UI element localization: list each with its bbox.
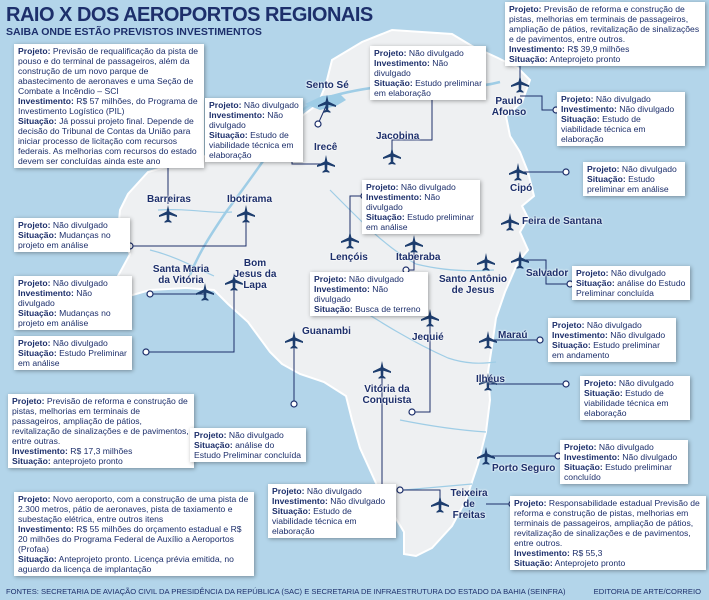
- city-label-lencois: Lençóis: [330, 252, 368, 263]
- info-box-santo-antonio: Projeto: Não divulgado Investimento: Não divulgado Situação: Busca de terreno: [310, 272, 428, 316]
- projeto-value: Não divulgado: [52, 338, 108, 348]
- city-label-itaberaba: Itaberaba: [396, 252, 441, 263]
- info-box-santa-maria: Projeto: Não divulgado Investimento: Não divulgado Situação: Mudanças no projeto em análise: [14, 276, 132, 330]
- situacao-value: Estudo de viabilidade técnica em elaboração: [272, 506, 357, 536]
- investimento-value: Não divulgado: [330, 496, 386, 506]
- info-box-paulo-afonso-2: Projeto: Não divulgado Investimento: Não divulgado Situação: Estudo de viabilidade técnica em elaboração: [557, 92, 685, 146]
- situacao-value: anteprojeto pronto: [53, 456, 123, 466]
- projeto-value: Não divulgado: [408, 48, 464, 58]
- projeto-value: Não divulgado: [610, 268, 666, 278]
- info-box-bom-jesus: Projeto: Não divulgado Situação: Estudo Preliminar em análise: [14, 336, 132, 370]
- city-label-cipo: Cipó: [510, 183, 533, 194]
- city-label-jequie: Jequié: [412, 332, 444, 343]
- city-label-barreiras: Barreiras: [147, 194, 191, 205]
- situacao-value: Estudo preliminar concluído: [564, 462, 672, 482]
- projeto-value: Novo aeroporto, com a construção de uma pista de 2.300 metros, pátio de aeronaves, pista de taxiamento e subestação elétrica, entre outros itens: [18, 494, 249, 524]
- projeto-value: Não divulgado: [243, 100, 299, 110]
- situacao-value: Estudo de viabilidade técnica em elaboração: [209, 130, 294, 160]
- situacao-value: Estudo Preliminar em análise: [18, 348, 127, 368]
- city-label-vitoria-conquista: Vitória da Conquista: [362, 384, 412, 406]
- situacao-value: Estudo preliminar em análise: [366, 212, 474, 232]
- projeto-value: Não divulgado: [348, 274, 404, 284]
- situacao-value: Anteprojeto pronto. Licença prévia emitida, no aguardo da licença de implantação: [18, 554, 234, 574]
- investimento-value: R$ 55,3: [572, 548, 603, 558]
- projeto-value: Previsão de reforma e construção de pistas, melhorias em terminais de passageiros, ampliação de pátios, revitalização de sinalizações e de pavimentos, entre outras.: [12, 396, 189, 446]
- projeto-value: Não divulgado: [400, 182, 456, 192]
- city-label-santa-maria: Santa Maria da Vitória: [152, 264, 210, 286]
- info-box-vitoria-conquista: Projeto: Novo aeroporto, com a construção de uma pista de 2.300 metros, pátio de aeronaves, pista de taxiamento e subestação elétrica, entre outros itens Investimento: R$ 55 milhões do orçamento estadual e R$ 20 milhões do Programa Federal de Auxílio a Aeroportos (Profaa) Situação: Anteprojeto pronto. Licença prévia emitida, no aguardo da licença de implantação: [14, 492, 254, 576]
- city-label-ilheus: Ilhéus: [476, 374, 505, 385]
- city-label-feira: Feira de Santana: [522, 216, 603, 227]
- situacao-value: Estudo de viabilidade técnica em elaboração: [584, 388, 669, 418]
- situacao-value: Estudo preliminar em andamento: [552, 340, 660, 360]
- situacao-value: Já possui projeto final. Depende de decisão do Tribunal de Contas da União para iniciar processo de licitação com recursos federais. As melhorias com recursos do estado devem ser concluídas ainda este ano: [18, 116, 197, 166]
- city-label-paulo-afonso: Paulo Afonso: [491, 96, 527, 118]
- investimento-value: R$ 57 milhões, do Programa de Investimento Logístico (PIL): [18, 96, 198, 116]
- info-box-porto-seguro: Projeto: Não divulgado Investimento: Não divulgado Situação: Estudo preliminar concluído: [560, 440, 688, 484]
- investimento-value: R$ 39,9 milhões: [567, 44, 630, 54]
- projeto-value: Não divulgado: [598, 442, 654, 452]
- situacao-value: Estudo preliminar em elaboração: [374, 78, 482, 98]
- investimento-value: Não divulgado: [18, 288, 93, 308]
- city-label-salvador: Salvador: [526, 268, 569, 279]
- situacao-value: Estudo de viabilidade técnica em elaboração: [561, 114, 646, 144]
- info-box-marau: Projeto: Não divulgado Investimento: Não divulgado Situação: Estudo preliminar em andamento: [548, 318, 676, 362]
- investimento-value: Não divulgado: [314, 284, 389, 304]
- city-label-sento-se: Sento Sé: [306, 80, 349, 91]
- investimento-value: Não divulgado: [622, 452, 678, 462]
- situacao-value: Estudo preliminar em análise: [587, 174, 669, 194]
- city-label-bom-jesus: Bom Jesus da Lapa: [233, 258, 277, 291]
- investimento-value: R$ 55 milhões do orçamento estadual e R$ 20 milhões do Programa Federal de Auxílio a Aeroportos (Profaa): [18, 524, 242, 554]
- investimento-value: Não divulgado: [610, 330, 666, 340]
- situacao-value: Anteprojeto pronto: [554, 558, 626, 568]
- projeto-value: Responsabilidade estadual Previsão de reforma e construção de pistas, melhorias em terminais de passageiros, ampliação de pátios, revitalização de sinalizações e de pavimentos, entre outros.: [514, 498, 700, 548]
- investimento-value: Não divulgado: [619, 104, 675, 114]
- projeto-value: Não divulgado: [618, 378, 674, 388]
- investimento-value: Não divulgado: [209, 110, 284, 130]
- situacao-value: Mudanças no projeto em análise: [18, 308, 111, 328]
- city-label-ibotirama: Ibotirama: [227, 194, 273, 205]
- investimento-value: Não divulgado: [366, 192, 441, 212]
- city-label-marau: Maraú: [498, 330, 528, 341]
- investimento-value: Não divulgado: [374, 58, 449, 78]
- footer-credit: EDITORIA DE ARTE/CORREIO: [593, 587, 701, 596]
- projeto-value: Não divulgado: [52, 220, 108, 230]
- situacao-value: análise do Estudo Preliminar concluída: [194, 440, 301, 460]
- info-box-cipo: Projeto: Não divulgado Situação: Estudo preliminar em análise: [583, 162, 685, 196]
- info-box-ilheus: Projeto: Não divulgado Situação: Estudo de viabilidade técnica em elaboração: [580, 376, 690, 420]
- projeto-value: Não divulgado: [306, 486, 362, 496]
- info-box-guanambi: Projeto: Previsão de reforma e construção de pistas, melhorias em terminais de passageiros, ampliação de pátios, revitalização de sinalizações e de pavimentos, entre outras. Investimento: R$ 17,3 milhões Situação: anteprojeto pronto: [8, 394, 194, 468]
- projeto-value: Previsão de requalificação da pista de pouso e do terminal de passageiros, além da construção de um novo parque de abastecimento de aeronaves e uma Seção de Combate a Incêndio – SCI: [18, 46, 199, 96]
- page-title: RAIO X DOS AEROPORTOS REGIONAIS: [6, 4, 373, 26]
- info-box-irece: Projeto: Não divulgado Investimento: Não divulgado Situação: Estudo de viabilidade técnica em elaboração: [205, 98, 303, 162]
- city-label-santo-antonio: Santo Antônio de Jesus: [439, 274, 507, 296]
- info-box-salvador: Projeto: Não divulgado Situação: análise do Estudo Preliminar concluída: [572, 266, 690, 300]
- city-label-teixeira: Teixeira de Freitas: [450, 488, 488, 521]
- projeto-value: Não divulgado: [52, 278, 108, 288]
- projeto-value: Previsão de reforma e construção de pistas, melhorias em terminais de passageiros, ampliação de pátios, revitalização de sinalizações e de pavimentos, entre outros.: [509, 4, 700, 44]
- situacao-value: Busca de terreno: [355, 304, 421, 314]
- info-box-teixeira-main: Projeto: Não divulgado Investimento: Não divulgado Situação: Estudo de viabilidade técnica em elaboração: [268, 484, 396, 538]
- projeto-value: Não divulgado: [586, 320, 642, 330]
- projeto-value: Não divulgado: [621, 164, 677, 174]
- info-box-barreiras-main: Projeto: Previsão de requalificação da pista de pouso e do terminal de passageiros, além da construção de um novo parque de abastecimento de aeronaves e uma Seção de Combate a Incêndio – SCI Investimento: R$ 57 milhões, do Programa de Investimento Logístico (PIL) Situação: Já possui projeto final. Depende de decisão do Tribunal de Contas da União para iniciar processo de licitação com recursos federais. As melhorias com recursos do estado devem ser concluídas ainda este ano: [14, 44, 204, 168]
- info-box-jacobina: Projeto: Não divulgado Investimento: Não divulgado Situação: Estudo preliminar em elaboração: [370, 46, 486, 100]
- situacao-value: Anteprojeto pronto: [549, 54, 621, 64]
- footer-sources: FONTES: SECRETARIA DE AVIAÇÃO CIVIL DA PRESIDÊNCIA DA REPÚBLICA (SAC) E SECRETARIA DE INFRAESTRUTURA DO ESTADO DA BAHIA (SEINFRA): [6, 587, 566, 596]
- situacao-value: análise do Estudo Preliminar concluída: [576, 278, 686, 298]
- city-label-jacobina: Jacobina: [376, 131, 420, 142]
- investimento-value: R$ 17,3 milhões: [70, 446, 133, 456]
- city-label-guanambi: Guanambi: [302, 326, 351, 337]
- city-label-irece: Irecê: [314, 142, 338, 153]
- city-label-porto-seguro: Porto Seguro: [492, 463, 556, 474]
- info-box-ibotirama: Projeto: Não divulgado Situação: Mudanças no projeto em análise: [14, 218, 130, 252]
- info-box-lencois: Projeto: Não divulgado Investimento: Não divulgado Situação: Estudo preliminar em análise: [362, 180, 480, 234]
- info-box-jequie: Projeto: Não divulgado Situação: análise do Estudo Preliminar concluída: [190, 428, 306, 462]
- info-box-teixeira-right: Projeto: Responsabilidade estadual Previsão de reforma e construção de pistas, melhorias em terminais de passageiros, ampliação de pátios, revitalização de sinalizações e de pavimentos, entre outros. Investimento: R$ 55,3 Situação: Anteprojeto pronto: [510, 496, 706, 570]
- projeto-value: Não divulgado: [228, 430, 284, 440]
- projeto-value: Não divulgado: [595, 94, 651, 104]
- info-box-paulo-afonso: Projeto: Previsão de reforma e construção de pistas, melhorias em terminais de passageiros, ampliação de pátios, revitalização de sinalizações e de pavimentos, entre outros. Investimento: R$ 39,9 milhões Situação: Anteprojeto pronto: [505, 2, 705, 66]
- page-subtitle: SAIBA ONDE ESTÃO PREVISTOS INVESTIMENTOS: [6, 26, 262, 38]
- situacao-value: Mudanças no projeto em análise: [18, 230, 111, 250]
